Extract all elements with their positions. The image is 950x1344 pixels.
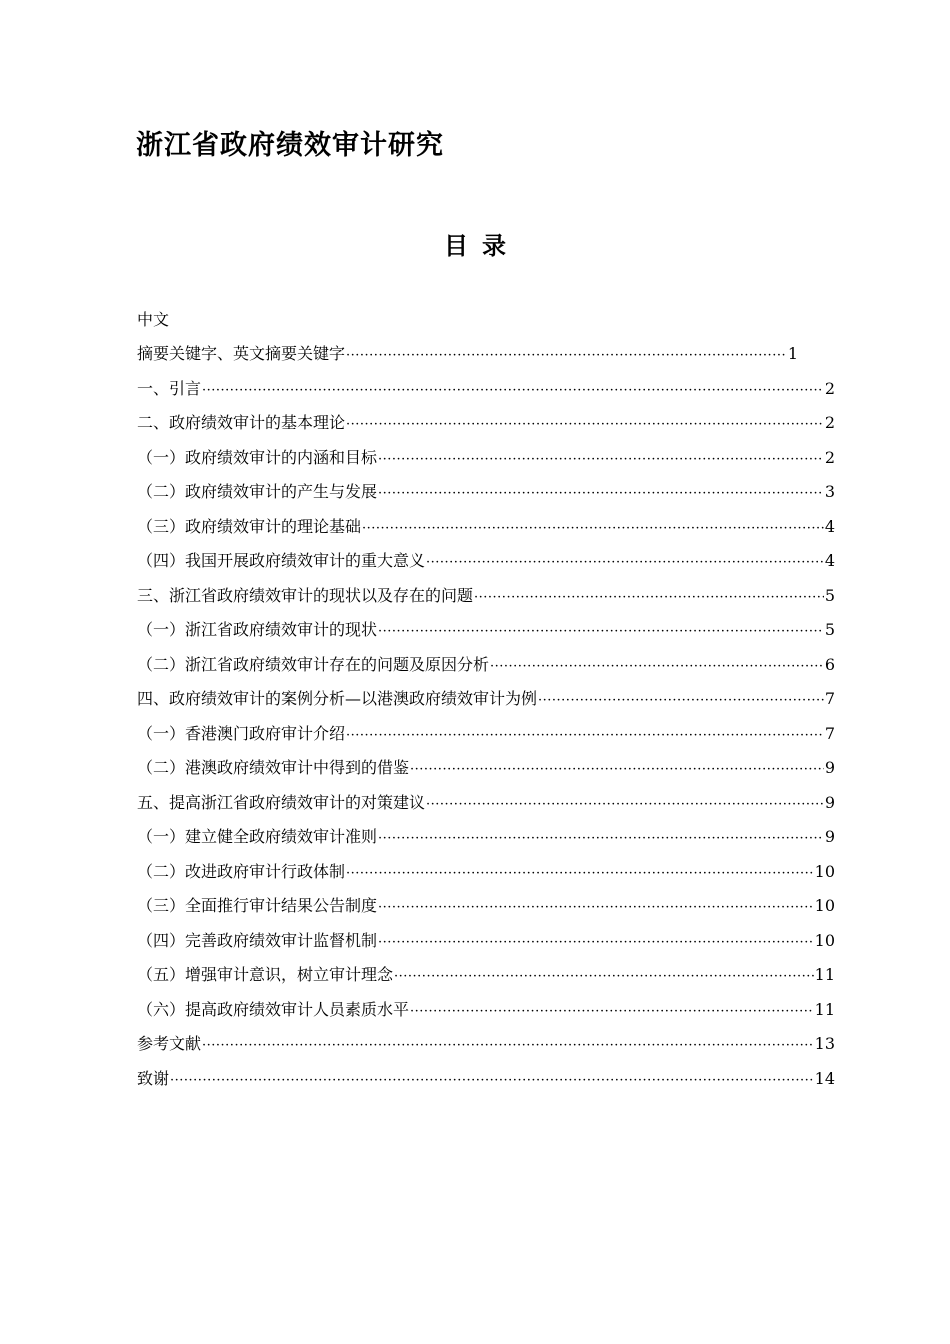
toc-heading-char-2: 录 [482, 232, 506, 260]
toc-heading-char-1: 目 [444, 232, 468, 260]
toc-entry-label: 一、引言 [137, 378, 202, 398]
toc-entry-page: 10 [814, 861, 835, 881]
toc-leader-dots [410, 758, 824, 782]
toc-leader-dots [378, 482, 824, 506]
toc-entry[interactable] [137, 480, 835, 515]
toc-entry-page: 6 [824, 654, 835, 674]
toc-entry-page: 13 [814, 1034, 835, 1053]
toc-leader-dots [346, 862, 814, 886]
toc-entry-page: 4 [824, 516, 835, 536]
toc-entry-label: 二、政府绩效审计的基本理论 [137, 413, 346, 432]
toc-entry-label: 五、提高浙江省政府绩效审计的对策建议 [137, 792, 426, 812]
toc-entry-label: 四、政府绩效审计的案例分析—以港澳政府绩效审计为例 [137, 689, 538, 708]
toc-entry-label: （六）提高政府绩效审计人员素质水平 [137, 999, 410, 1019]
toc-entry-page: 14 [814, 1068, 835, 1088]
toc-entry[interactable] [137, 1067, 835, 1102]
toc-entry-page: 2 [824, 413, 835, 432]
toc-entry-label: （四）我国开展政府绩效审计的重大意义 [137, 551, 426, 570]
toc-entry-page: 5 [824, 585, 835, 605]
toc-entry[interactable] [137, 722, 835, 757]
toc-entry-label: 致谢 [137, 1068, 170, 1088]
toc-leader-dots [346, 724, 824, 748]
toc-entry-label: （三）全面推行审计结果公告制度 [137, 896, 378, 915]
toc-entry-page: 11 [814, 965, 835, 984]
toc-leader-dots [378, 896, 814, 920]
toc-entry-page: 7 [824, 689, 835, 708]
toc-entry[interactable] [137, 929, 835, 964]
toc-entry-label: （二）港澳政府绩效审计中得到的借鉴 [137, 758, 410, 777]
toc-entry[interactable] [137, 998, 835, 1033]
toc-leader-dots [426, 793, 824, 817]
toc-entry[interactable] [137, 342, 798, 377]
toc-entry-label: （二）政府绩效审计的产生与发展 [137, 482, 378, 501]
toc-leader-dots [202, 1034, 814, 1058]
toc-entry[interactable] [137, 860, 835, 895]
toc-leader-dots [394, 965, 814, 989]
toc-entry-page: 7 [824, 723, 835, 743]
toc-entry-page: 10 [814, 896, 835, 915]
toc-entry-label: （三）政府绩效审计的理论基础 [137, 516, 362, 536]
toc-leader-dots [202, 379, 824, 403]
toc-entry[interactable] [137, 1032, 835, 1067]
toc-leader-dots [378, 620, 824, 644]
toc-entry-label: （二）浙江省政府绩效审计存在的问题及原因分析 [137, 654, 490, 674]
toc-pre-label: 中文 [137, 310, 170, 329]
toc-entry[interactable] [137, 584, 835, 619]
toc-entry[interactable] [137, 377, 835, 412]
toc-leader-dots [346, 344, 787, 368]
toc-entry-page: 9 [824, 792, 835, 812]
toc-entry-label: （一）建立健全政府绩效审计准则 [137, 827, 378, 846]
toc-leader-dots [538, 689, 824, 713]
toc-entry-label: （四）完善政府绩效审计监督机制 [137, 930, 378, 950]
toc-entry[interactable] [137, 687, 835, 722]
toc-entry-label: 参考文献 [137, 1034, 202, 1053]
toc-entry[interactable] [137, 446, 835, 481]
toc-entry-label: （二）改进政府审计行政体制 [137, 861, 346, 881]
toc-entry-page: 5 [824, 620, 835, 639]
toc-entry-page: 9 [824, 827, 835, 846]
toc-leader-dots [362, 517, 824, 541]
toc-leader-dots [378, 448, 824, 472]
toc-entry[interactable] [137, 653, 835, 688]
toc-leader-dots [410, 1000, 814, 1024]
toc-entry-page: 2 [824, 447, 835, 467]
toc-entry-page: 10 [814, 930, 835, 950]
toc-entry-label: （五）增强审计意识，树立审计理念 [137, 965, 394, 984]
toc-entry-label: 摘要关键字、英文摘要关键字 [137, 344, 346, 363]
toc-entry[interactable] [137, 894, 835, 929]
toc-entry-page: 11 [814, 999, 835, 1019]
toc-entry[interactable] [137, 515, 835, 550]
toc-leader-dots [490, 655, 824, 679]
toc-entry[interactable] [137, 963, 835, 998]
document-title: 浙江省政府绩效审计研究 [136, 130, 444, 161]
toc-entry-page: 1 [787, 344, 798, 363]
toc-entry[interactable] [137, 791, 835, 826]
toc-entry-label: （一）浙江省政府绩效审计的现状 [137, 620, 378, 639]
toc-entry[interactable] [137, 825, 835, 860]
toc-heading [0, 230, 950, 262]
toc-leader-dots [426, 551, 824, 575]
toc-leader-dots [170, 1069, 814, 1093]
toc-leader-dots [378, 931, 814, 955]
toc-entry-page: 4 [824, 551, 835, 570]
toc-leader-dots [378, 827, 824, 851]
toc-leader-dots [474, 586, 824, 610]
toc-entry-page: 2 [824, 378, 835, 398]
table-of-contents [137, 342, 835, 1101]
toc-entry-label: （一）政府绩效审计的内涵和目标 [137, 447, 378, 467]
toc-entry-page: 3 [824, 482, 835, 501]
toc-entry[interactable] [137, 549, 835, 584]
toc-leader-dots [346, 413, 824, 437]
toc-entry-label: （一）香港澳门政府审计介绍 [137, 723, 346, 743]
toc-entry[interactable] [137, 756, 835, 791]
toc-entry-page: 9 [824, 758, 835, 777]
toc-entry-label: 三、浙江省政府绩效审计的现状以及存在的问题 [137, 585, 474, 605]
toc-entry[interactable] [137, 618, 835, 653]
toc-entry[interactable] [137, 411, 835, 446]
